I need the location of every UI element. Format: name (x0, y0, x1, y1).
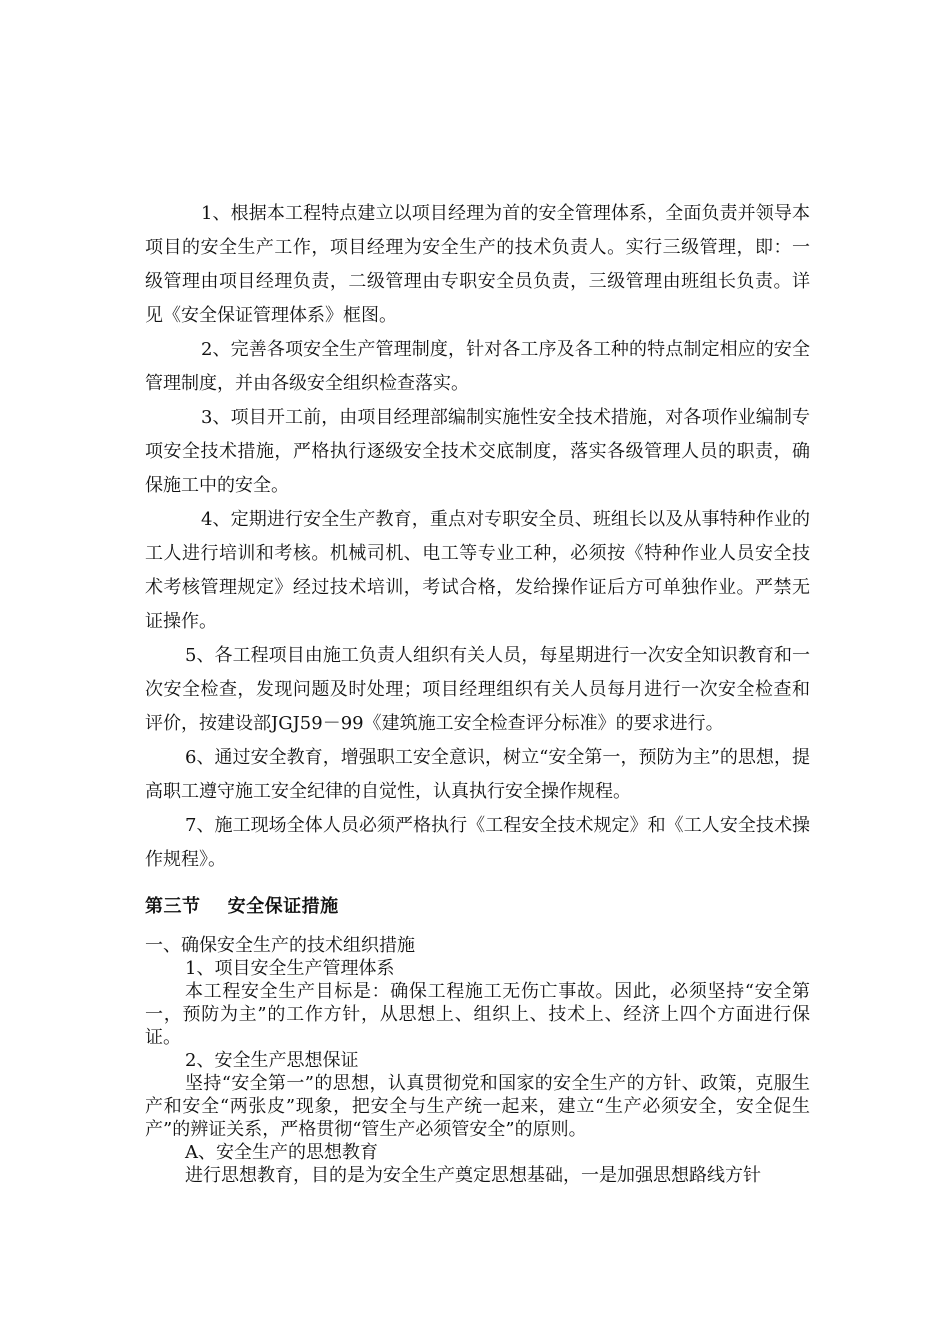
paragraph-4: 4、定期进行安全生产教育，重点对专职安全员、班组长以及从事特种作业的工人进行培训和考核。机械司机、电工等专业工种，必须按《特种作业人员安全技术考核管理规定》经过技术培训，考试合格，发给操作证后方可单独作业。严禁无证操作。 (145, 509, 810, 632)
item-title-a: A、安全生产的思想教育 (185, 1142, 378, 1163)
subsection-title: 一、确保安全生产的技术组织措施 (145, 935, 415, 956)
item-title-1: 1、项目安全生产管理体系 (185, 958, 395, 979)
body-paragraph-1: 本工程安全生产目标是：确保工程施工无伤亡事故。因此，必须坚持“安全第一，预防为主”的工作方针，从思想上、组织上、技术上、经济上四个方面进行保证。 (145, 981, 810, 1048)
section-heading: 第三节 安全保证措施 (145, 896, 339, 917)
item-title-2: 2、安全生产思想保证 (185, 1050, 359, 1071)
body-paragraph-3: 进行思想教育，目的是为安全生产奠定思想基础，一是加强思想路线方针 (185, 1165, 761, 1186)
body-paragraph-2: 坚持“安全第一”的思想，认真贯彻党和国家的安全生产的方针、政策，克服生产和安全“两张皮”现象，把安全与生产统一起来，建立“生产必须安全，安全促生产”的辨证关系，严格贯彻“管生产必须管安全”的原则。 (145, 1073, 810, 1140)
paragraph-3: 3、项目开工前，由项目经理部编制实施性安全技术措施，对各项作业编制专项安全技术措施，严格执行逐级安全技术交底制度，落实各级管理人员的职责，确保施工中的安全。 (145, 407, 810, 496)
paragraph-5: 5、各工程项目由施工负责人组织有关人员，每星期进行一次安全知识教育和一次安全检查，发现问题及时处理；项目经理组织有关人员每月进行一次安全检查和评价，按建设部JGJ59－99《建筑施工安全检查评分标准》的要求进行。 (145, 645, 810, 734)
safety-measures-body (145, 934, 810, 1187)
paragraph-6: 6、通过安全教育，增强职工安全意识，树立“安全第一，预防为主”的思想，提高职工遵守施工安全纪律的自觉性，认真执行安全操作规程。 (145, 747, 810, 802)
paragraph-1: 1、根据本工程特点建立以项目经理为首的安全管理体系，全面负责并领导本项目的安全生产工作，项目经理为安全生产的技术负责人。实行三级管理，即：一级管理由项目经理负责，二级管理由专职安全员负责，三级管理由班组长负责。详见《安全保证管理体系》框图。 (145, 203, 810, 326)
safety-management-paragraphs (145, 197, 810, 877)
paragraph-2: 2、完善各项安全生产管理制度，针对各工序及各工种的特点制定相应的安全管理制度，并由各级安全组织检查落实。 (145, 339, 810, 394)
paragraph-7: 7、施工现场全体人员必须严格执行《工程安全技术规定》和《工人安全技术操作规程》。 (145, 815, 810, 870)
